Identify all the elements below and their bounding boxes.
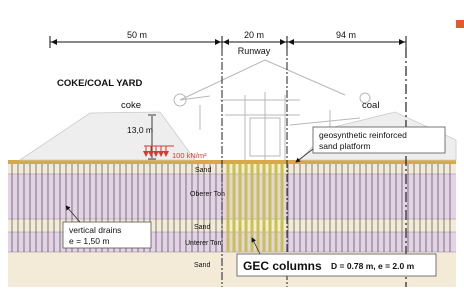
- yard-title: COKE/COAL YARD: [57, 78, 143, 89]
- layer-label-sand-top: Sand: [195, 167, 212, 174]
- height-label: 13,0 m: [127, 125, 153, 135]
- layer-label-oberer-ton: Oberer Ton: [190, 191, 225, 198]
- gec-column: [239, 164, 242, 252]
- runway-label: Runway: [237, 46, 271, 56]
- drains-line2: e = 1,50 m: [69, 236, 110, 246]
- gec-column: [263, 164, 266, 252]
- geosynthetic-line1: geosynthetic reinforced: [319, 130, 407, 140]
- drains-line1: vertical drains: [69, 225, 122, 235]
- gec-params: D = 0.78 m, e = 2.0 m: [331, 261, 415, 271]
- sand-platform: [8, 160, 456, 164]
- coke-label: coke: [121, 100, 142, 111]
- load-label: 100 kN/m²: [172, 151, 207, 160]
- gec-column: [245, 164, 248, 252]
- gec-title: GEC columns: [243, 259, 322, 273]
- dim-left-span: 50 m: [126, 30, 148, 40]
- gec-column: [269, 164, 272, 252]
- coal-label: coal: [362, 100, 380, 111]
- gec-column: [227, 164, 230, 252]
- geosynthetic-line2: sand platform: [319, 141, 371, 151]
- layer-label-sand-bottom: Sand: [194, 262, 211, 269]
- gec-column: [281, 164, 284, 252]
- gec-column: [233, 164, 236, 252]
- coke-stockpile: [20, 112, 195, 160]
- gec-column: [257, 164, 260, 252]
- dim-right-span: 94 m: [335, 30, 357, 40]
- corner-mark: [456, 20, 464, 28]
- layer-label-sand-mid: Sand: [194, 224, 211, 231]
- dim-runway-span: 20 m: [243, 30, 265, 40]
- layer-label-unterer-ton: Unterer Ton: [185, 240, 222, 247]
- gec-column: [275, 164, 278, 252]
- layer-oberer-ton: [8, 174, 456, 219]
